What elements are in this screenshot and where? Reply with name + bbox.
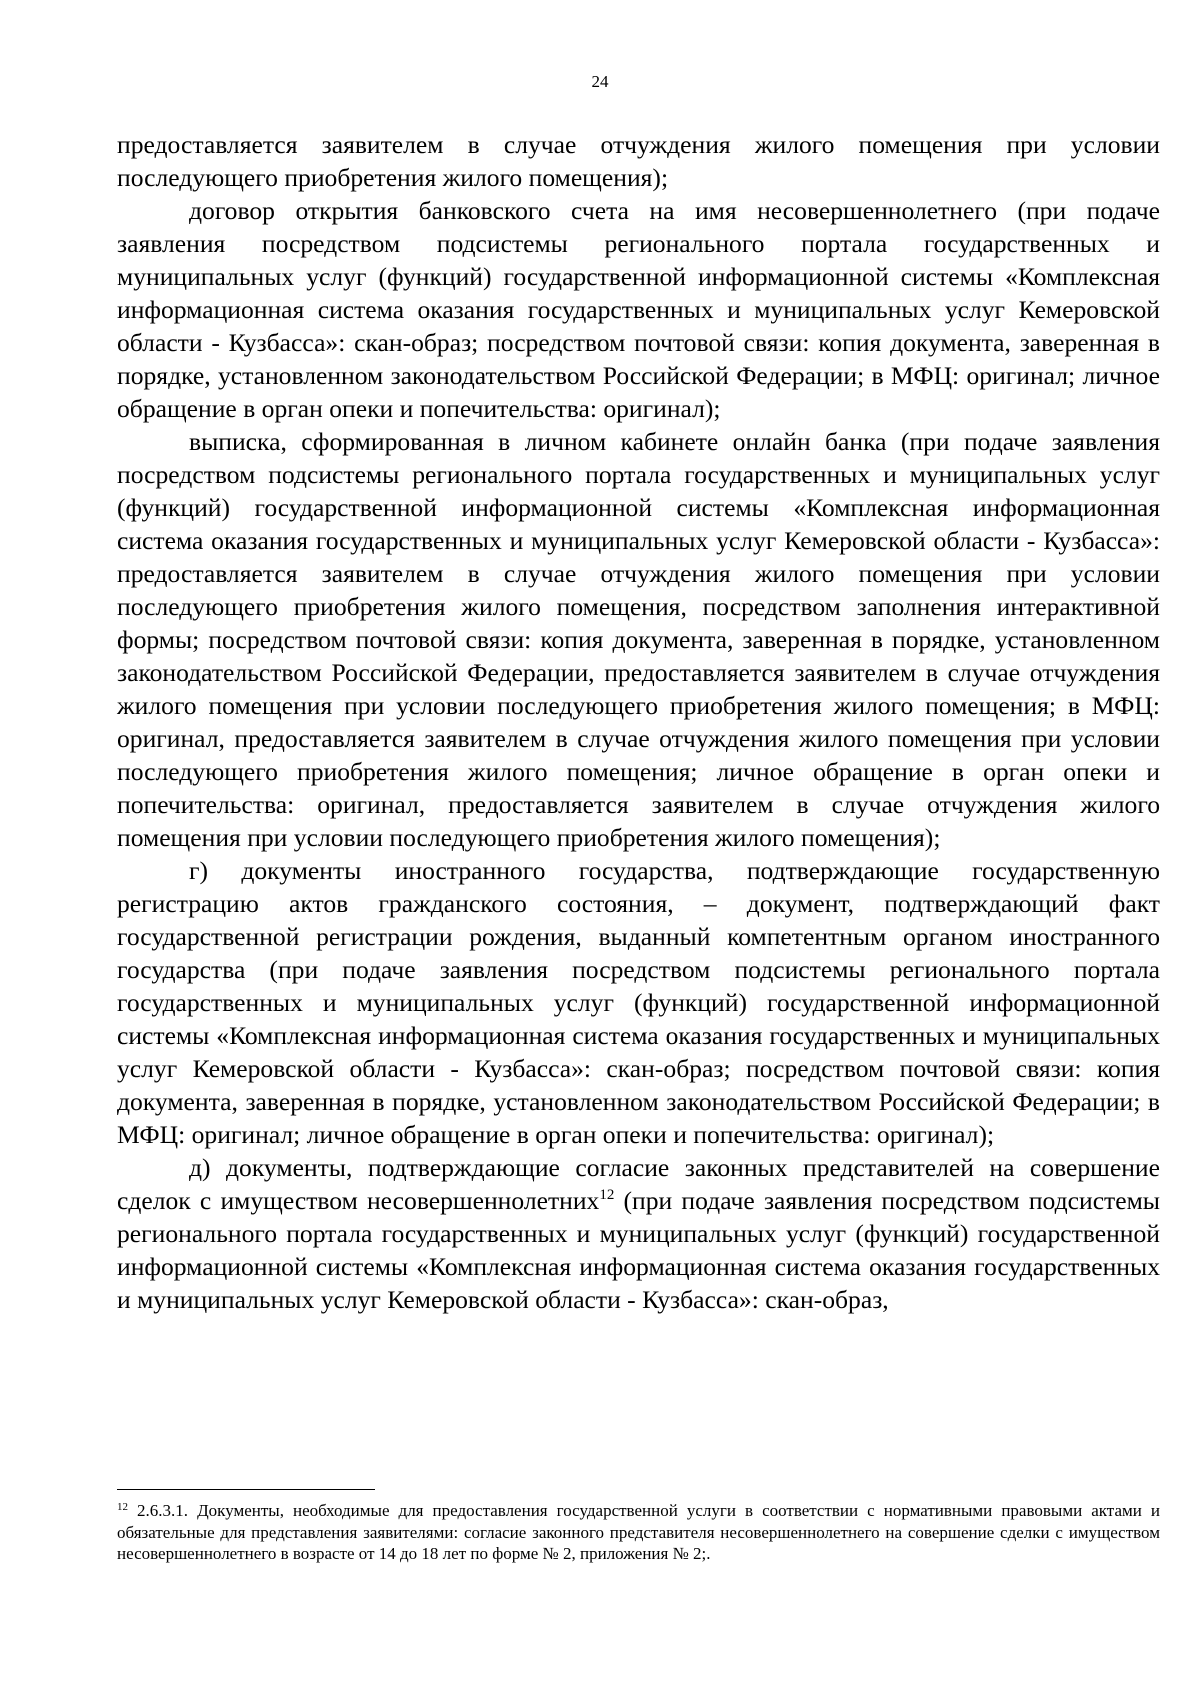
paragraph-guardian-consent <box>117 1151 1160 1316</box>
paragraph-bank-account-contract: договор открытия банковского счета на имя несовершеннолетнего (при подаче заявления посредством подсистемы регионального портала государственных и муниципальных услуг (функций) государственной информационной системы «Комплексная информационная система оказания государственных и муниципальных услуг Кемеровской области - Кузбасса»: скан-образ; посредством почтовой связи: копия документа, заверенная в порядке, установленном законодательством Российской Федерации; в МФЦ: оригинал; личное обращение в орган опеки и попечительства: оригинал); <box>117 196 1160 423</box>
paragraph-continuation: предоставляется заявителем в случае отчуждения жилого помещения при условии последующего приобретения жилого помещения); <box>117 130 1160 192</box>
footnote-separator <box>117 1489 375 1490</box>
paragraph-text-after-ref: (при подаче заявления посредством подсистемы регионального портала государственных и муниципальных услуг (функций) государственной информационной системы «Комплексная информационная система оказания государственных и муниципальных услуг Кемеровской области - Кузбасса»: скан-образ, <box>117 1186 1160 1314</box>
document-body <box>117 128 1160 1316</box>
page-number: 24 <box>591 72 609 91</box>
footnote-marker: 12 <box>117 1501 128 1513</box>
paragraph-online-bank-statement: выписка, сформированная в личном кабинете онлайн банка (при подаче заявления посредством подсистемы регионального портала государственных и муниципальных услуг (функций) государственной информационной системы «Комплексная информационная система оказания государственных и муниципальных услуг Кемеровской области - Кузбасса»: предоставляется заявителем в случае отчуждения жилого помещения при условии последующего приобретения жилого помещения, посредством заполнения интерактивной формы; посредством почтовой связи: копия документа, заверенная в порядке, установленном законодательством Российской Федерации, предоставляется заявителем в случае отчуждения жилого помещения при условии последующего приобретения жилого помещения; в МФЦ: оригинал, предоставляется заявителем в случае отчуждения жилого помещения при условии последующего приобретения жилого помещения; личное обращение в орган опеки и попечительства: оригинал, предоставляется заявителем в случае отчуждения жилого помещения при условии последующего приобретения жилого помещения); <box>117 427 1160 852</box>
paragraph-foreign-documents: г) документы иностранного государства, подтверждающие государственную регистрацию актов гражданского состояния, – документ, подтверждающий факт государственной регистрации рождения, выданный компетентным органом иностранного государства (при подаче заявления посредством подсистемы регионального портала государственных и муниципальных услуг (функций) государственной информационной системы «Комплексная информационная система оказания государственных и муниципальных услуг Кемеровской области - Кузбасса»: скан-образ; посредством почтовой связи: копия документа, заверенная в порядке, установленном законодательством Российской Федерации; в МФЦ: оригинал; личное обращение в орган опеки и попечительства: оригинал); <box>117 856 1160 1149</box>
footnote-reference[interactable]: 12 <box>599 1187 615 1203</box>
footnote-text: 2.6.3.1. Документы, необходимые для предоставления государственной услуги в соответствии с нормативными правовыми актами и обязательные для представления заявителями: согласие законного представителя несовершеннолетнего на совершение сделки с имуществом несовершеннолетнего в возрасте от 14 до 18 лет по форме № 2, приложения № 2;. <box>117 1501 1160 1564</box>
footnote <box>117 1500 1160 1565</box>
paragraph-text-before-ref: д) документы, подтверждающие согласие законных представителей на совершение сделок с имуществом несовершеннолетних <box>117 1153 1160 1215</box>
